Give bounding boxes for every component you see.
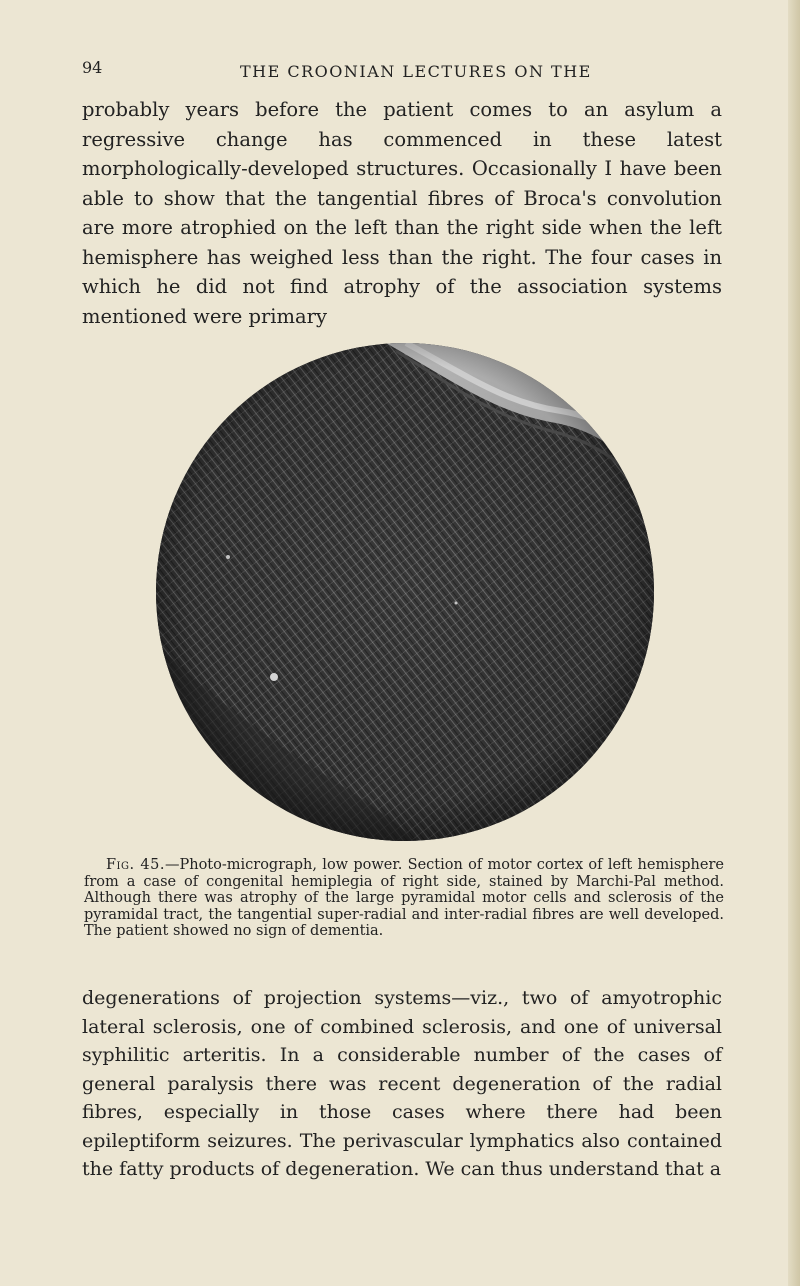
page-number: 94 (82, 58, 103, 77)
figure-caption (84, 857, 724, 940)
body-paragraph-top: probably years before the patient comes to an asylum a regressive change has commenced in these latest morphologically-developed structures. Occasionally I have been able to show that the tangential fibres of Broca's convolution are more atrophied on the left than the right side when the left hemisphere has weighed less than the right. The four cases in which he did not find atrophy of the association systems mentioned were primary (82, 98, 722, 328)
figure-label: Fig. 45. (106, 857, 165, 873)
running-head: THE CROONIAN LECTURES ON THE (240, 62, 592, 81)
photomicrograph-figure (156, 343, 654, 841)
page-edge (788, 0, 800, 1286)
figure-caption-text: —Photo-micrograph, low power. Section of motor cortex of left hemisphere from a case of congenital hemiplegia of right side, stained by Marchi-Pal method. Although there was atrophy of the large pyramidal motor cells and sclerosis of the pyramidal tract, the tangential super-radial and inter-radial fibres are well developed. The patient showed no sign of dementia. (84, 857, 724, 939)
body-paragraph-bottom: degenerations of projection systems—viz., two of amyotrophic lateral sclerosis, one of combined sclerosis, and one of universal syphilitic arteritis. In a considerable number of the cases of general paralysis there was recent degeneration of the radial fibres, especially in those cases where there had been epileptiform seizures. The perivascular lymphatics also contained the fatty products of degeneration. We can thus understand that a (82, 987, 722, 1180)
photomicrograph-image (156, 343, 654, 841)
